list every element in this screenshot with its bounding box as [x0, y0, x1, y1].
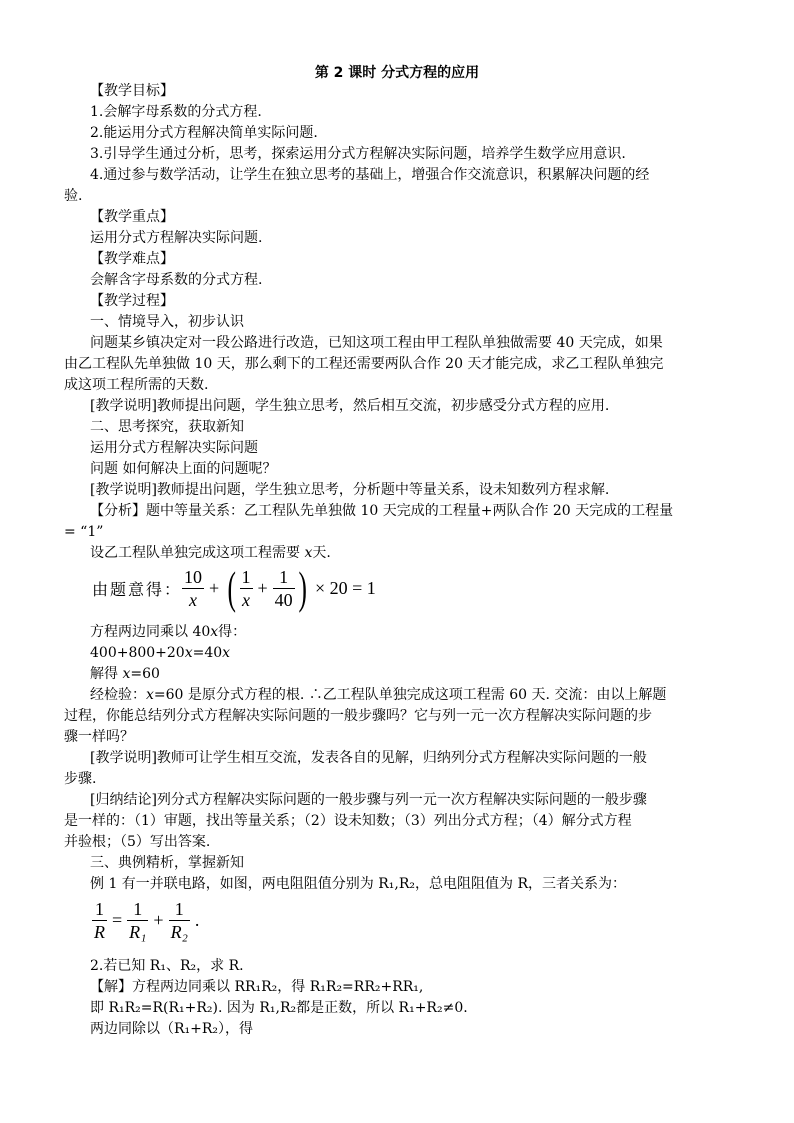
fraction-10-over-x: $\frac{10}{x}$: [184, 566, 203, 610]
conclusion-text-2: 是一样的：（1）审题，找出等量关系；（2）设未知数；（3）列出分式方程；（4）解分式方程: [64, 813, 632, 829]
verification-text-3: 骤一样吗？: [64, 729, 134, 745]
objective-1: 1.会解字母系数的分式方程.: [90, 104, 262, 120]
example-1-text: 例 1 有一并联电路，如图，两电阻阻值分别为 R₁,R₂，总电阻阻值为 R，三者关系为：: [90, 876, 627, 892]
objective-3: 3.引导学生通过分析，思考，探索运用分式方程解决实际问题，培养学生数学应用意识.: [90, 146, 626, 162]
lesson-title: 第 2 课时 分式方程的应用: [314, 65, 480, 81]
step-3-heading: 三、典例精析，掌握新知: [90, 855, 244, 871]
step-1-heading: 一、情境导入，初步认识: [90, 314, 244, 330]
problem-text-3: 成这项工程所需的天数.: [64, 377, 209, 393]
section-heading-objectives: 【教学目标】: [90, 83, 174, 99]
key-point-text: 运用分式方程解决实际问题.: [90, 230, 263, 246]
step-2-heading: 二、思考探究，获取新知: [90, 419, 244, 435]
objective-2: 2.能运用分式方程解决简单实际问题.: [90, 125, 318, 141]
solution-step-3: 两边同除以（R₁+R₂），得: [90, 1021, 254, 1037]
analysis-text-1: 【分析】题中等量关系：乙工程队先单独做 10 天完成的工程量+两队合作 20 天完成的工程量: [90, 503, 674, 519]
problem-text-1: 问题某乡镇决定对一段公路进行改造，已知这项工程由甲工程队单独做需要 40 天完成，如果: [90, 335, 663, 351]
fraction-1-over-R: $\frac{1}{R}$: [94, 899, 105, 942]
let-unknown-text: 设乙工程队单独完成这项工程需要 x天.: [90, 545, 331, 561]
question-text: 问题 如何解决上面的问题呢？: [90, 461, 277, 477]
equation-2: $\frac{1}{R}$ = $\frac{1}{\text{R₁}}$ + $\frac{1}{\text{R₂}}$ .: [94, 899, 200, 942]
section-heading-process: 【教学过程】: [90, 293, 174, 309]
objective-4: 4.通过参与数学活动，让学生在独立思考的基础上，增强合作交流意识，积累解决问题的经: [90, 167, 650, 183]
section-heading-key-points: 【教学重点】: [90, 209, 174, 225]
teaching-note-2: [教学说明]教师提出问题，学生独立思考，分析题中等量关系，设未知数列方程求解.: [90, 482, 610, 498]
teaching-note-1: [教学说明]教师提出问题，学生独立思考，然后相互交流，初步感受分式方程的应用.: [90, 398, 610, 414]
equation-expanded: 400+800+20x=40x: [90, 645, 231, 661]
equation-label: 由题意得：: [92, 579, 183, 599]
solution-result: 解得 x=60: [90, 666, 160, 682]
fraction-1-over-R1: $\frac{1}{\text{R₁}}$: [129, 899, 147, 942]
equation-1: 由题意得： $\frac{10}{x}$ + ( $\frac{1}{x}$ + $\frac{1}{40}$ ) × 20 = 1: [92, 562, 376, 613]
verification-text-2: 过程，你能总结列分式方程解决实际问题的一般步骤吗？它与列一元一次方程解决实际问题的步: [64, 708, 652, 724]
fraction-1-over-40: $\frac{1}{40}$: [274, 566, 293, 610]
multiply-step: 方程两边同乘以 40x得：: [90, 624, 247, 640]
solution-step-1: 【解】方程两边同乘以 RR₁R₂，得 R₁R₂=RR₂+RR₁,: [90, 979, 424, 995]
teaching-note-3-cont: 步骤.: [64, 771, 97, 787]
teaching-note-3: [教学说明]教师可让学生相互交流，发表各自的见解，归纳列分式方程解决实际问题的一般: [90, 750, 647, 766]
analysis-text-2: = “1”: [64, 524, 104, 540]
verification-text-1: 经检验：x=60 是原分式方程的根. ∴乙工程队单独完成这项工程需 60 天. 交流：由以上解题: [90, 687, 667, 703]
subtopic-text: 运用分式方程解决实际问题: [90, 440, 258, 456]
section-heading-difficulties: 【教学难点】: [90, 251, 174, 267]
fraction-1-over-x: $\frac{1}{x}$: [241, 566, 251, 610]
example-1-question: 2.若已知 R₁、R₂，求 R.: [90, 958, 244, 974]
objective-4-cont: 验.: [64, 188, 83, 204]
difficulty-text: 会解含字母系数的分式方程.: [90, 272, 263, 288]
problem-text-2: 由乙工程队先单独做 10 天，那么剩下的工程还需要两队合作 20 天才能完成，求乙工程队单独完: [64, 356, 664, 372]
fraction-1-over-R2: $\frac{1}{\text{R₂}}$: [170, 899, 188, 942]
conclusion-text-1: [归纳结论]列分式方程解决实际问题的一般步骤与列一元一次方程解决实际问题的一般步骤: [90, 792, 647, 808]
conclusion-text-3: 并验根；（5）写出答案.: [64, 834, 211, 850]
solution-step-2: 即 R₁R₂=R(R₁+R₂). 因为 R₁,R₂都是正数，所以 R₁+R₂≠0.: [90, 1000, 468, 1016]
